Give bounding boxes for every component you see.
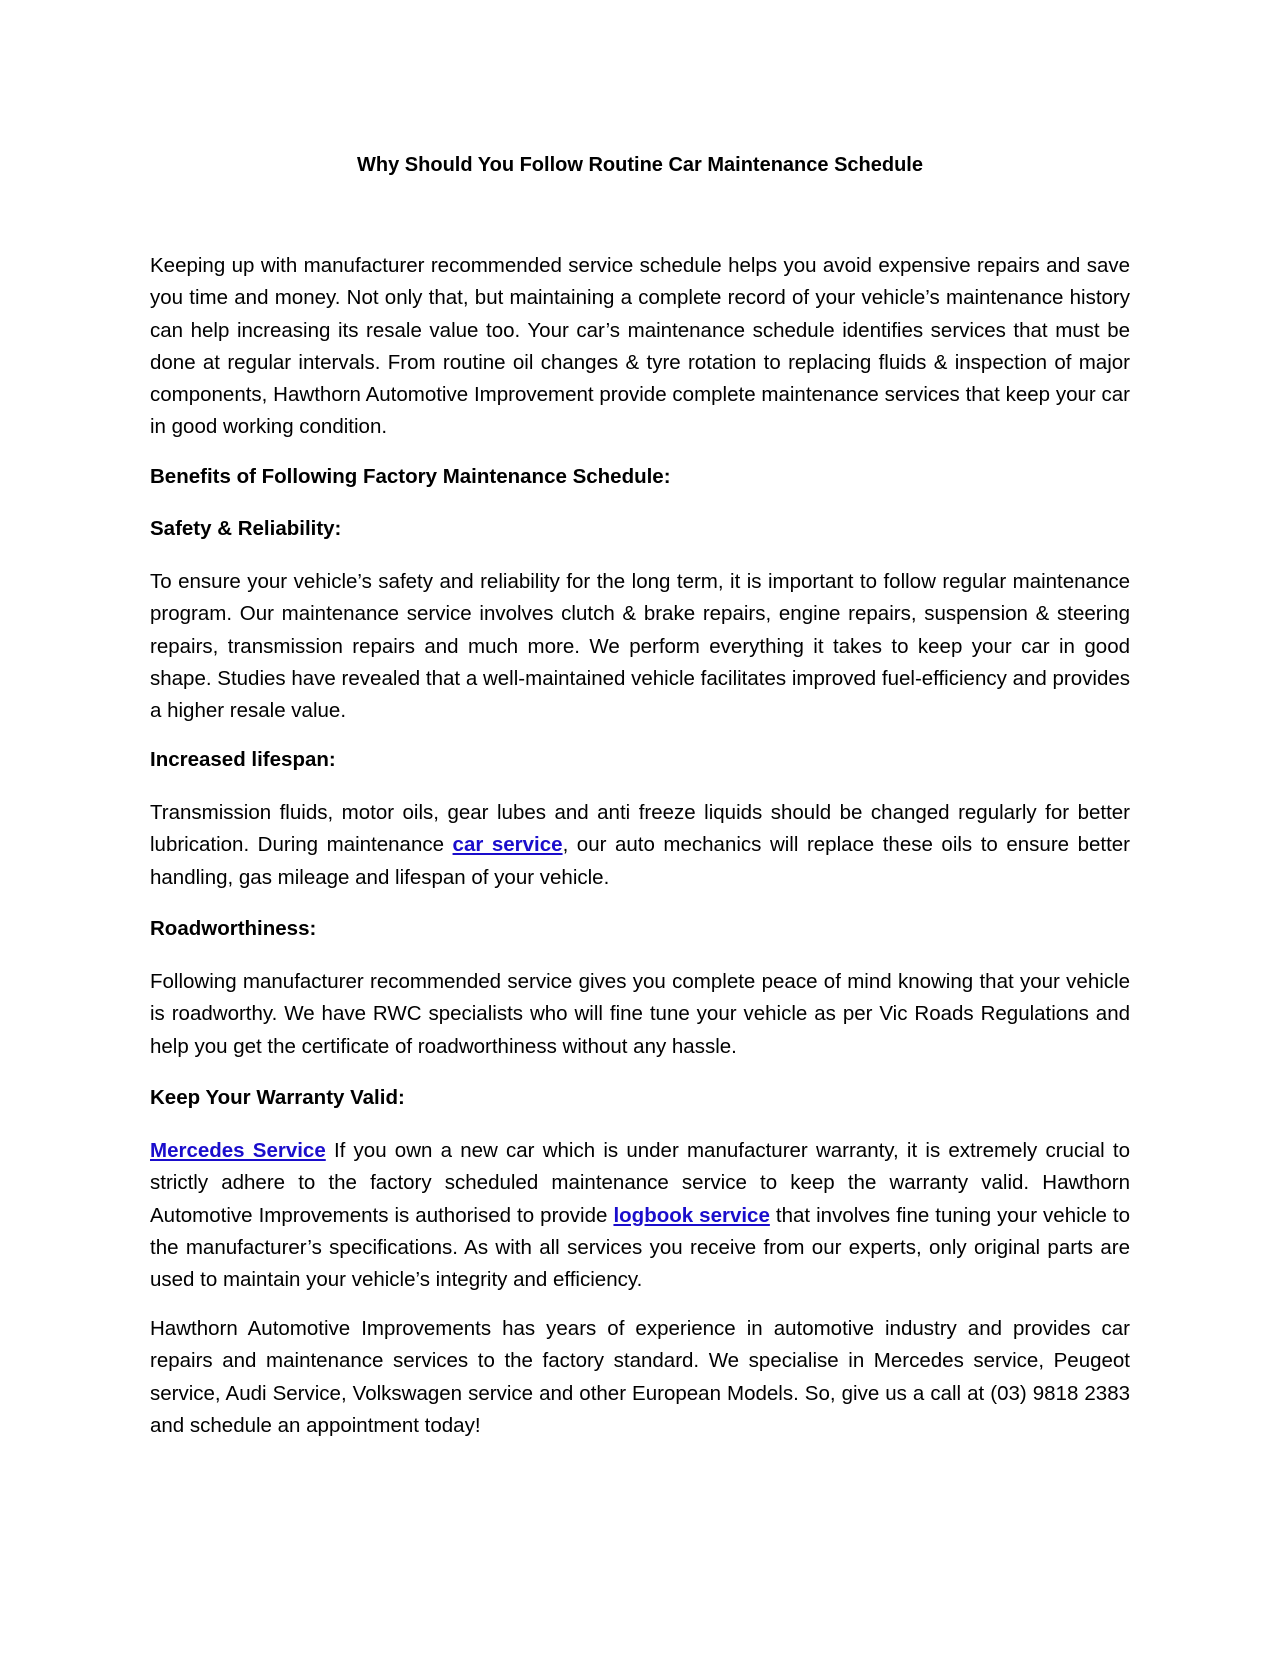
warranty-text-1: If you own a new car which is under manufacturer warranty, it is extremely crucial to strictly adhere to the factory scheduled maintenance service to keep the warranty valid. Hawthorn Automotive Improvements is authorised to provide xyxy=(150,1139,1130,1227)
car-service-link[interactable]: car service xyxy=(452,833,563,857)
warranty-heading: Keep Your Warranty Valid: xyxy=(150,1086,405,1109)
benefits-heading: Benefits of Following Factory Maintenance Schedule: xyxy=(150,465,671,488)
safety-heading: Safety & Reliability: xyxy=(150,517,342,540)
document-title: Why Should You Follow Routine Car Maintenance Schedule xyxy=(357,154,923,176)
warranty-text-2: that involves fine tuning your vehicle to the manufacturer’s specifications. As with all services you receive from our experts, only original parts are used to maintain your vehicle’s integrity and efficiency. xyxy=(150,1203,1130,1292)
mercedes-service-link[interactable]: Mercedes Service xyxy=(150,1139,326,1162)
intro-paragraph: Keeping up with manufacturer recommended service schedule helps you avoid expensive repairs and save you time and money. Not only that, but maintaining a complete record of your vehicle’s maintenance history can help increasing its resale value too. Your car’s maintenance schedule identifies services that must be done at regular intervals. From routine oil changes & tyre rotation to replacing fluids & inspection of major components, Hawthorn Automotive Improvement provide complete maintenance services that keep your car in good working condition. xyxy=(150,254,1130,439)
warranty-paragraph xyxy=(150,1135,1130,1296)
lifespan-paragraph xyxy=(150,797,1130,894)
logbook-service-link[interactable]: logbook service xyxy=(613,1203,770,1227)
roadworthiness-paragraph: Following manufacturer recommended service gives you complete peace of mind knowing that your vehicle is roadworthy. We have RWC specialists who will fine tune your vehicle as per Vic Roads Regulations and help you get the certificate of roadworthiness without any hassle. xyxy=(150,970,1130,1058)
roadworthiness-heading: Roadworthiness: xyxy=(150,917,317,940)
lifespan-text-after: , our auto mechanics will replace these oils to ensure better handling, gas mileage and lifespan of your vehicle. xyxy=(150,833,1131,889)
lifespan-heading: Increased lifespan: xyxy=(150,748,336,771)
lifespan-text-before: Transmission fluids, motor oils, gear lubes and anti freeze liquids should be changed regularly for better lubrication. During maintenance xyxy=(150,801,1130,857)
safety-paragraph: To ensure your vehicle’s safety and reliability for the long term, it is important to follow regular maintenance program. Our maintenance service involves clutch & brake repairs, engine repairs, suspension & steering repairs, transmission repairs and much more. We perform everything it takes to keep your car in good shape. Studies have revealed that a well-maintained vehicle facilitates improved fuel-efficiency and provides a higher resale value. xyxy=(150,570,1130,723)
closing-paragraph: Hawthorn Automotive Improvements has years of experience in automotive industry and provides car repairs and maintenance services to the factory standard. We specialise in Mercedes service, Peugeot service, Audi Service, Volkswagen service and other European Models. So, give us a call at (03) 9818 2383 and schedule an appointment today! xyxy=(150,1317,1130,1437)
